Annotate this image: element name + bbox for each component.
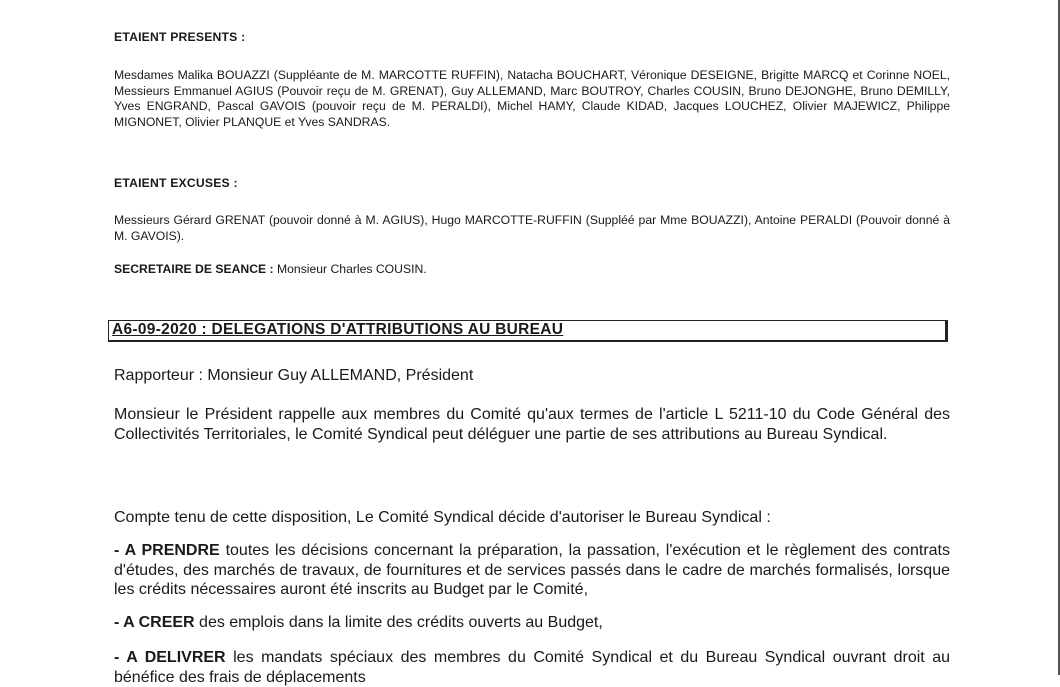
list-item (114, 613, 950, 633)
secretaire-value: Monsieur Charles COUSIN. (273, 262, 427, 276)
presents-heading: ETAIENT PRESENTS : (114, 30, 246, 44)
decision-paragraph: Compte tenu de cette disposition, Le Comité Syndical décide d'autoriser le Bureau Syndical : (114, 509, 771, 526)
secretaire-line (114, 262, 950, 278)
item-lead: - A CREER (114, 614, 195, 631)
item-lead: - A PRENDRE (114, 542, 220, 559)
deliberation-title: A6-09-2020 : DELEGATIONS D'ATTRIBUTIONS AU BUREAU (112, 321, 564, 338)
item-lead: - A DELIVRER (114, 649, 226, 666)
excuses-text: Messieurs Gérard GRENAT (pouvoir donné à M. AGIUS), Hugo MARCOTTE-RUFFIN (Suppléé par Mme BOUAZZI), Antoine PERALDI (Pouvoir donné à M. GAVOIS). (114, 213, 950, 243)
presents-text: Mesdames Malika BOUAZZI (Suppléante de M. MARCOTTE RUFFIN), Natacha BOUCHART, Véronique DESEIGNE, Brigitte MARCQ et Corinne NOEL, Messieurs Emmanuel AGIUS (Pouvoir reçu de M. GRENAT), Guy ALLEMAND, Marc BOUTROY, Charles COUSIN, Bruno DEJONGHE, Bruno DEMILLY, Yves ENGRAND, Pascal GAVOIS (pouvoir reçu de M. PERALDI), Michel HAMY, Claude KIDAD, Jacques LOUCHEZ, Olivier MAJEWICZ, Philippe MIGNONET, Olivier PLANQUE et Yves SANDRAS. (114, 68, 950, 129)
rapporteur: Rapporteur : Monsieur Guy ALLEMAND, Président (114, 367, 474, 384)
excuses-heading: ETAIENT EXCUSES : (114, 176, 238, 190)
list-item (114, 648, 950, 687)
item-text: les mandats spéciaux des membres du Comité Syndical et du Bureau Syndical ouvrant droit au bénéfice des frais de déplacements (114, 649, 951, 686)
item-text: toutes les décisions concernant la préparation, la passation, l'exécution et le règlement des contrats d'études, des marchés de travaux, de fournitures et de services passés dans le cadre de marchés formalisés, lorsque les crédits nécessaires auront été inscrits au Budget par le Comité, (114, 542, 950, 598)
list-item (114, 541, 950, 600)
secretaire-label: SECRETAIRE DE SEANCE : (114, 262, 274, 276)
intro-paragraph: Monsieur le Président rappelle aux membres du Comité qu'aux termes de l'article L 5211-10 du Code Général des Collectivités Territoriales, le Comité Syndical peut déléguer une partie de ses attributions au Bureau Syndical. (114, 406, 950, 443)
item-text: des emplois dans la limite des crédits ouverts au Budget, (194, 614, 603, 631)
